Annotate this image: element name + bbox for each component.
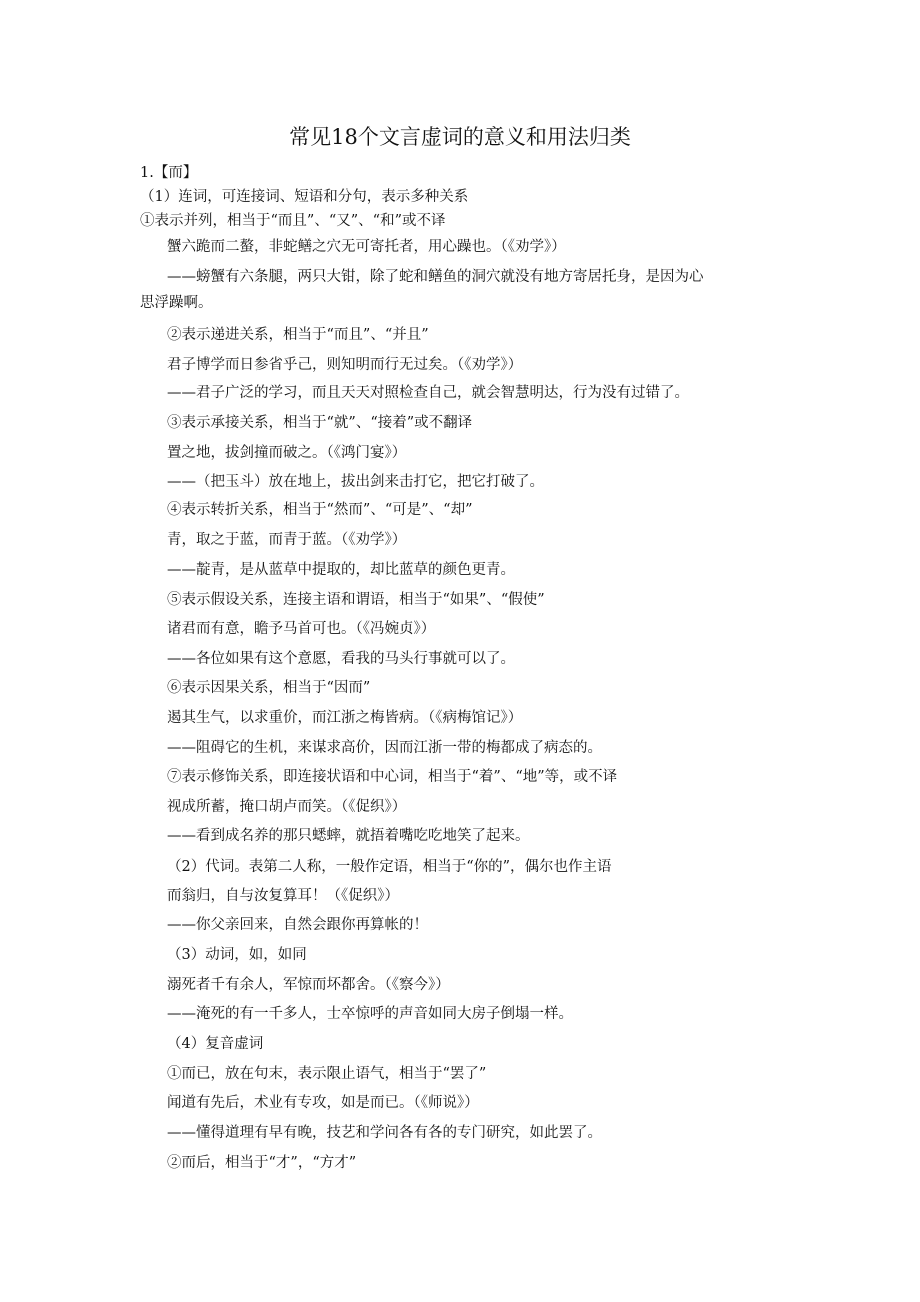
- translation-continued: 思浮躁啊。: [140, 295, 213, 311]
- usage-heading: ②而后，相当于“才”，“方才”: [167, 1155, 357, 1171]
- example-sentence: 遏其生气，以求重价，而江浙之梅皆病。（《病梅馆记》）: [167, 710, 523, 726]
- example-sentence: 置之地，拔剑撞而破之。（《鸿门宴》）: [167, 445, 407, 461]
- translation: ——阻碍它的生机，来谋求高价，因而江浙一带的梅都成了病态的。: [167, 740, 602, 756]
- translation: ——淹死的有一千多人，士卒惊呼的声音如同大房子倒塌一样。: [167, 1006, 573, 1022]
- usage-heading: ⑤表示假设关系，连接主语和谓语，相当于“如果”、“假使”: [167, 592, 545, 608]
- usage-heading: ①表示并列，相当于“而且”、“又”、“和”或不译: [140, 213, 446, 229]
- usage-heading: ①而已，放在句末，表示限止语气，相当于“罢了”: [167, 1066, 487, 1082]
- example-sentence: 视成所蓄，掩口胡卢而笑。（《促织》）: [167, 799, 407, 815]
- usage-heading: ⑥表示因果关系，相当于“因而”: [167, 680, 371, 696]
- usage-heading: ②表示递进关系，相当于“而且”、“并且”: [167, 327, 429, 343]
- subsection-heading: （2）代词。表第二人称，一般作定语，相当于“你的”，偶尔也作主语: [167, 859, 612, 875]
- translation: ——君子广泛的学习，而且天天对照检查自己，就会智慧明达，行为没有过错了。: [167, 385, 689, 401]
- subsection-heading: （1）连词，可连接词、短语和分句，表示多种关系: [140, 189, 469, 205]
- translation: ——（把玉斗）放在地上，拔出剑来击打它，把它打破了。: [167, 474, 544, 490]
- usage-heading: ③表示承接关系，相当于“就”、“接着”或不翻译: [167, 415, 473, 431]
- example-sentence: 青，取之于蓝，而青于蓝。（《劝学》）: [167, 532, 407, 548]
- section-heading: 1.【而】: [140, 165, 198, 181]
- example-sentence: 蟹六跪而二螯，非蛇鳝之穴无可寄托者，用心躁也。（《劝学》）: [167, 239, 566, 255]
- translation: ——各位如果有这个意愿，看我的马头行事就可以了。: [167, 651, 515, 667]
- usage-heading: ⑦表示修饰关系，即连接状语和中心词，相当于“着”、“地”等，或不译: [167, 769, 618, 785]
- document-title: 常见18个文言虚词的意义和用法归类: [289, 125, 631, 149]
- subsection-heading: （3）动词，如，如同: [167, 947, 307, 963]
- translation: ——懂得道理有早有晚，技艺和学问各有各的专门研究，如此罢了。: [167, 1125, 602, 1141]
- translation: ——螃蟹有六条腿，两只大钳，除了蛇和鳝鱼的洞穴就没有地方寄居托身，是因为心: [167, 269, 704, 285]
- usage-heading: ④表示转折关系，相当于“然而”、“可是”、“却”: [167, 502, 473, 518]
- example-sentence: 君子博学而日参省乎己，则知明而行无过矣。（《劝学》）: [167, 357, 523, 373]
- example-sentence: 而翁归，自与汝复算耳！（《促织》）: [167, 888, 399, 904]
- translation: ——靛青，是从蓝草中提取的，却比蓝草的颜色更青。: [167, 562, 515, 578]
- translation: ——你父亲回来，自然会跟你再算帐的！: [167, 917, 428, 933]
- translation: ——看到成名养的那只蟋蟀，就捂着嘴吃吃地笑了起来。: [167, 828, 530, 844]
- example-sentence: 溺死者千有余人，军惊而坏都舍。（《察今》）: [167, 977, 450, 993]
- example-sentence: 诸君而有意，瞻予马首可也。（《冯婉贞》）: [167, 621, 436, 637]
- example-sentence: 闻道有先后，术业有专攻，如是而已。（《师说》）: [167, 1095, 479, 1111]
- subsection-heading: （4）复音虚词: [167, 1036, 264, 1052]
